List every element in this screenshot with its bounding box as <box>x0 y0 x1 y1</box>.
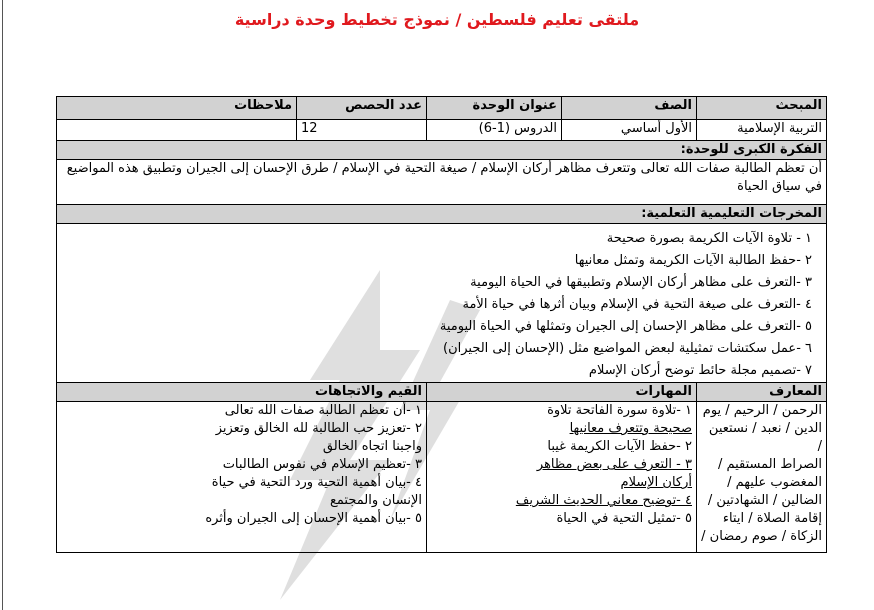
header-grade: الصف <box>562 97 697 120</box>
skill-line: ٤ -توضيح معاني الحديث الشريف <box>515 493 692 508</box>
value-lessons-count: 12 <box>297 120 427 141</box>
value-line: ٤ -بيان أهمية التحية ورد التحية في حياة <box>211 475 422 490</box>
outcomes-title-row <box>57 205 827 224</box>
knowledge-line: إقامة الصلاة / ايتاء <box>722 511 822 526</box>
value-line: ٣ -تعظيم الإسلام في نفوس الطالبات <box>222 457 422 472</box>
info-values-row <box>57 120 827 141</box>
value-unit-title: الدروس (1-6) <box>427 120 562 141</box>
big-idea-text: أن تعظم الطالبة صفات الله تعالى وتتعرف مظاهر أركان الإسلام / صيغة التحية في الإسلام / طرق الإحسان إلى الجيران وتطبيق هذه المواضيع في سياق الحياة <box>57 160 827 205</box>
knowledge-line: الضالين / الشهادتين / <box>707 493 822 508</box>
outcome-item: ٣ -التعرف على مظاهر أركان الإسلام وتطبيقها في الحياة اليومية <box>470 275 812 290</box>
skill-line: ٥ -تمثيل التحية في الحياة <box>556 511 692 526</box>
knowledge-title: المعارف <box>697 383 827 402</box>
knowledge-line: الدين / نعبد / نستعين / <box>708 421 822 454</box>
outcome-item: ٢ -حفظ الطالبة الآيات الكريمة وتمثل معانيها <box>574 253 812 268</box>
big-idea-title: الفكرة الكبرى للوحدة: <box>57 141 827 160</box>
knowledge-cell <box>697 402 827 553</box>
knowledge-line: الزكاة / صوم رمضان / <box>701 529 822 544</box>
value-line: ١ -أن تعظم الطالبة صفات الله تعالى <box>224 403 422 418</box>
outcomes-row <box>57 224 827 383</box>
outcomes-list <box>61 228 822 382</box>
three-columns-body-row <box>57 402 827 553</box>
header-notes: ملاحظات <box>57 97 297 120</box>
knowledge-line: الرحمن / الرحيم / يوم <box>702 403 822 418</box>
value-line: الإنسان والمجتمع <box>330 493 422 508</box>
page-edge <box>2 0 3 610</box>
value-line: ٥ -بيان أهمية الإحسان إلى الجيران وأثره <box>205 511 422 526</box>
value-grade: الأول أساسي <box>562 120 697 141</box>
value-line: واجبنا اتجاه الخالق <box>322 439 422 454</box>
page-title: ملتقى تعليم فلسطين / نموذج تخطيط وحدة دراسية <box>234 10 640 29</box>
skill-line: صحيحة وتتعرف معانيها <box>569 421 692 436</box>
skills-title: المهارات <box>427 383 697 402</box>
header-lessons-count: عدد الحصص <box>297 97 427 120</box>
big-idea-title-row <box>57 141 827 160</box>
value-notes <box>57 120 297 141</box>
knowledge-line: الصراط المستقيم / <box>717 457 822 472</box>
outcome-item: ٦ -عمل سكتشات تمثيلية لبعض المواضيع مثل (الإحسان إلى الجيران) <box>443 341 812 356</box>
info-header-row <box>57 97 827 120</box>
value-subject: التربية الإسلامية <box>697 120 827 141</box>
header-unit-title: عنوان الوحدة <box>427 97 562 120</box>
knowledge-line: المغضوب عليهم / <box>727 475 822 490</box>
big-idea-row <box>57 160 827 205</box>
header-subject: المبحث <box>697 97 827 120</box>
outcome-item: ١ - تلاوة الآيات الكريمة بصورة صحيحة <box>606 231 812 246</box>
three-columns-title-row <box>57 383 827 402</box>
outcome-item: ٥ -التعرف على مظاهر الإحسان إلى الجيران وتمثلها في الحياة اليومية <box>439 319 812 334</box>
skill-line: أركان الإسلام <box>620 475 692 490</box>
skill-line: ٢ -حفظ الآيات الكريمة غيبا <box>547 439 692 454</box>
outcomes-title: المخرجات التعليمية التعلمية: <box>57 205 827 224</box>
outcome-item: ٧ -تصميم مجلة حائط توضح أركان الإسلام <box>588 363 812 378</box>
skill-line: ٣ - التعرف على بعض مظاهر <box>536 457 692 472</box>
value-line: ٢ -تعزيز حب الطالبة لله الخالق وتعزيز <box>215 421 422 436</box>
unit-plan-table <box>56 96 827 553</box>
outcomes-cell <box>57 224 827 383</box>
skills-cell <box>427 402 697 553</box>
values-title: القيم والاتجاهات <box>57 383 427 402</box>
values-cell <box>57 402 427 553</box>
outcome-item: ٤ -التعرف على صيغة التحية في الإسلام وبيان أثرها في حياة الأمة <box>462 297 812 312</box>
skill-line: ١ -تلاوة سورة الفاتحة تلاوة <box>547 403 692 418</box>
